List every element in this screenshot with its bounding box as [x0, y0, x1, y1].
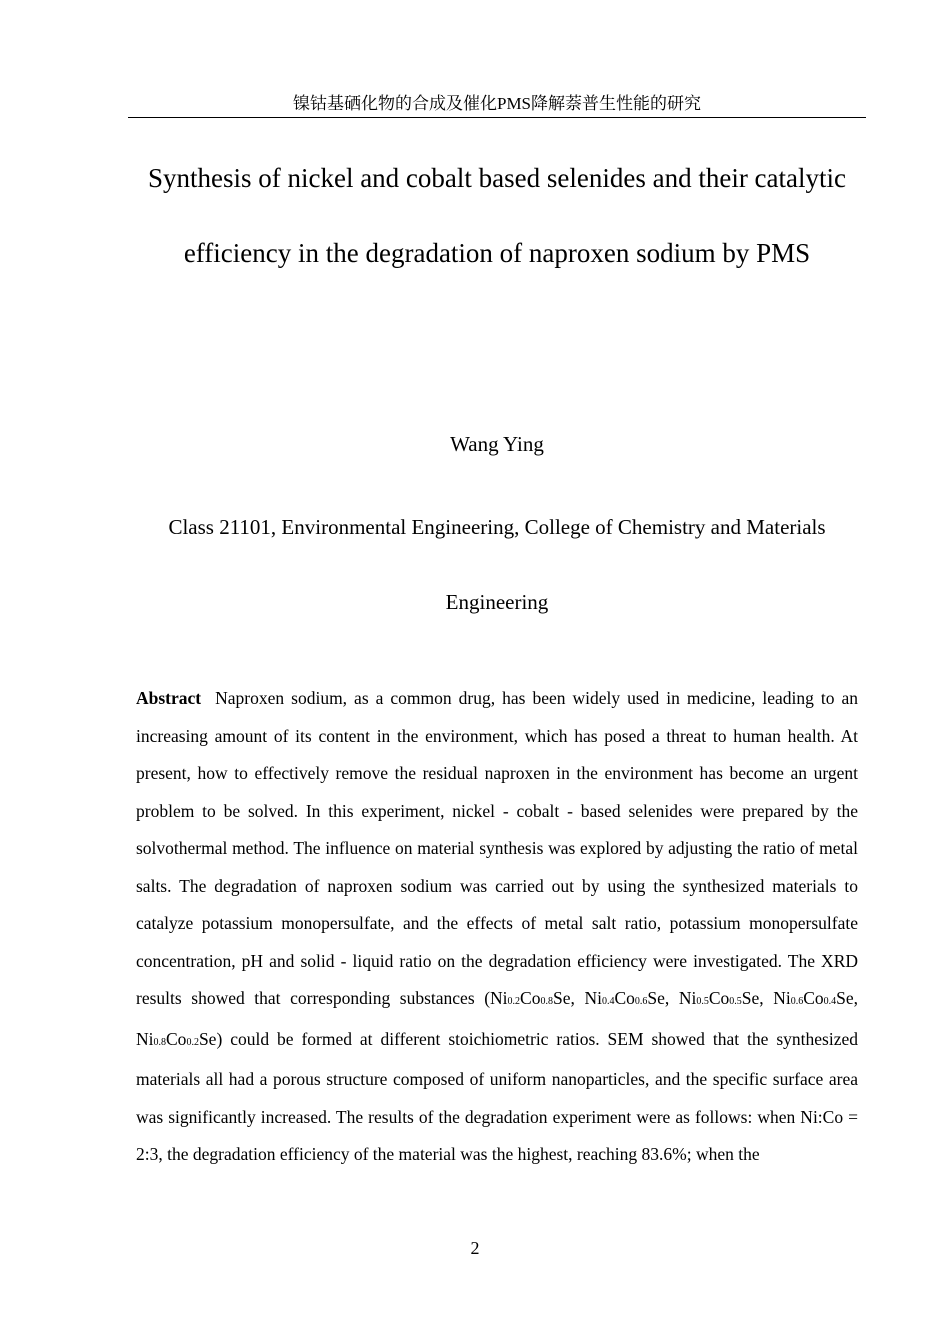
formula-1: Ni0.2Co0.8Se, [490, 988, 585, 1008]
abstract-text-part-1: Naproxen sodium, as a common drug, has been widely used in medicine, leading to an increasing amount of its content in the environment, which has posed a threat to human health. At present, how to effectively remove the residual naproxen in the environment has become an urgent problem to be solved. In this experiment, nickel - cobalt - based selenides were prepared by the solvothermal method. The influence on material synthesis was explored by adjusting the ratio of metal salts. The degradation of naproxen sodium was carried out by using the synthesized materials to catalyze potassium monopersulfate, and the effects of metal salt ratio, potassium monopersulfate concentration, pH and solid - liquid ratio on the degradation efficiency were investigated. The XRD results showed that corresponding substances ( [136, 688, 858, 1008]
formula-4: Ni0.6Co0.4Se, [773, 988, 859, 1008]
formula-5: Ni0.8Co0.2Se [136, 1028, 217, 1049]
abstract-paragraph [136, 680, 858, 1174]
author-name: Wang Ying [450, 432, 544, 456]
formula-3: Ni0.5Co0.5Se, [678, 988, 774, 1008]
author-affiliation: Class 21101, Environmental Engineering, College of Chemistry and Materials Engineering [168, 515, 826, 614]
running-header: 镍钴基硒化物的合成及催化PMS降解萘普生性能的研究 [128, 93, 866, 118]
paper-title: Synthesis of nickel and cobalt based selenides and their catalytic efficiency in the degradation of naproxen sodium by PMS [147, 163, 847, 268]
abstract-text-part-2: ) could be formed at different stoichiometric ratios. SEM showed that the synthesized materials all had a porous structure composed of uniform nanoparticles, and the specific surface area was significantly increased. The results of the degradation experiment were as follows: when Ni:Co = 2:3, the degradation efficiency of the material was the highest, reaching 83.6%; when the [136, 1028, 858, 1164]
abstract-label: Abstract [136, 688, 202, 708]
formula-2: Ni0.4Co0.6Se, [584, 988, 679, 1008]
page-number: 2 [470, 1238, 480, 1258]
